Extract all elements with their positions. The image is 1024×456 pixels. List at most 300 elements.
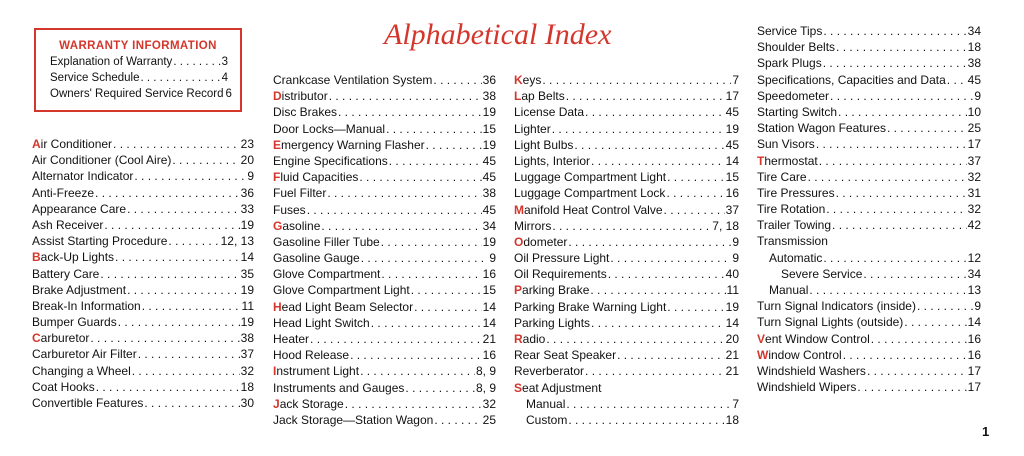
leader-dots xyxy=(386,121,482,137)
index-entry xyxy=(32,346,254,362)
index-entry xyxy=(514,347,739,363)
entry-name: Lights, Interior xyxy=(514,153,591,168)
entry-name: Windshield Wipers xyxy=(757,380,857,395)
entry-page: 6 xyxy=(225,88,232,101)
leader-dots xyxy=(361,250,489,266)
leader-dots xyxy=(96,379,240,395)
index-column-2 xyxy=(273,72,496,428)
index-entry xyxy=(273,88,496,104)
page-title: Alphabetical Index xyxy=(384,18,612,51)
index-entry xyxy=(32,136,254,152)
leader-dots xyxy=(838,104,967,120)
leader-dots xyxy=(411,282,482,298)
entry-name: Reverberator xyxy=(514,364,585,379)
leader-dots xyxy=(666,185,724,201)
entry-page: 16 xyxy=(482,267,496,282)
index-entry xyxy=(32,298,254,314)
entry-page: 17 xyxy=(967,137,981,152)
entry-name: Back-Up Lights xyxy=(32,250,115,265)
leader-dots xyxy=(585,104,725,120)
index-entry xyxy=(514,234,739,250)
leader-dots xyxy=(568,412,724,428)
entry-page: 12, 13 xyxy=(220,234,254,249)
leader-dots xyxy=(590,282,725,298)
index-entry xyxy=(50,86,232,102)
leader-dots xyxy=(871,331,967,347)
index-entry xyxy=(32,201,254,217)
leader-dots xyxy=(173,54,220,70)
entry-page: 9 xyxy=(247,169,254,184)
leader-dots xyxy=(574,137,724,153)
entry-name: Gasoline Gauge xyxy=(273,251,360,266)
entry-page: 3 xyxy=(221,56,228,68)
entry-page: 45 xyxy=(482,153,496,168)
leader-dots xyxy=(113,136,240,152)
leader-dots xyxy=(371,315,482,331)
leader-dots xyxy=(610,250,731,266)
leader-dots xyxy=(667,299,724,315)
leader-dots xyxy=(617,347,725,363)
entry-page: 16 xyxy=(967,347,981,362)
index-entry xyxy=(273,331,496,347)
index-entry xyxy=(273,282,496,298)
index-entry xyxy=(514,315,739,331)
entry-name: Owners' Required Service Record xyxy=(50,88,224,101)
index-entry xyxy=(514,121,739,137)
entry-name: Jack Storage—Station Wagon xyxy=(273,412,434,427)
index-entry xyxy=(757,55,981,71)
entry-page: 14 xyxy=(482,315,496,330)
entry-name: Window Control xyxy=(757,347,842,362)
index-entry xyxy=(32,330,254,346)
index-entry xyxy=(757,104,981,120)
leader-dots xyxy=(338,104,482,120)
entry-page: 37 xyxy=(967,153,981,168)
leader-dots xyxy=(552,218,711,234)
leader-dots xyxy=(608,266,725,282)
entry-page: 32 xyxy=(482,396,496,411)
entry-name: Keys xyxy=(514,73,542,87)
entry-page: 11 xyxy=(241,298,254,313)
leader-dots xyxy=(904,314,966,330)
index-entry xyxy=(757,266,981,282)
entry-name: Custom xyxy=(526,412,568,427)
index-entry xyxy=(757,120,981,136)
entry-page: 14 xyxy=(967,315,981,330)
entry-name: Air Conditioner xyxy=(32,137,113,151)
entry-page: 34 xyxy=(482,218,496,233)
index-entry xyxy=(273,380,496,396)
entry-page: 9 xyxy=(974,88,981,103)
leader-dots xyxy=(359,169,481,185)
entry-name: Manual xyxy=(526,396,566,411)
entry-page: 45 xyxy=(725,105,739,120)
leader-dots xyxy=(863,266,966,282)
entry-page: 19 xyxy=(240,217,254,232)
entry-name: Carburetor Air Filter xyxy=(32,347,137,362)
leader-dots xyxy=(826,201,966,217)
leader-dots xyxy=(823,250,966,266)
entry-page: 7 xyxy=(732,396,739,411)
leader-dots xyxy=(568,234,731,250)
entry-name: Starting Switch xyxy=(757,104,838,119)
leader-dots xyxy=(134,168,246,184)
leader-dots xyxy=(100,266,239,282)
leader-dots xyxy=(823,55,967,71)
entry-page: 20 xyxy=(725,332,739,346)
entry-name: Jack Storage xyxy=(273,396,344,411)
entry-name: Gasoline xyxy=(273,218,321,233)
leader-dots xyxy=(138,346,240,362)
warranty-list xyxy=(50,54,240,103)
entry-name: Radio xyxy=(514,332,546,346)
index-entry xyxy=(32,395,254,411)
entry-name: Tire Care xyxy=(757,169,807,184)
entry-page: 16 xyxy=(482,348,496,363)
index-entry xyxy=(514,266,739,282)
entry-page: 34 xyxy=(967,24,981,38)
leader-dots xyxy=(405,380,475,396)
leader-dots xyxy=(310,331,482,347)
entry-page: 14 xyxy=(725,315,739,330)
entry-name: Manifold Heat Control Valve xyxy=(514,202,663,217)
entry-name: Head Light Switch xyxy=(273,315,370,330)
entry-page: 31 xyxy=(967,185,981,200)
entry-name: Bumper Guards xyxy=(32,315,117,330)
leader-dots xyxy=(132,363,240,379)
entry-name: Door Locks—Manual xyxy=(273,121,386,136)
warranty-info-box xyxy=(34,28,242,112)
index-entry xyxy=(757,314,981,330)
leader-dots xyxy=(947,72,967,88)
entry-name: Fuel Filter xyxy=(273,186,327,201)
leader-dots xyxy=(591,315,725,331)
entry-name: Tire Rotation xyxy=(757,202,826,217)
entry-name: Gasoline Filler Tube xyxy=(273,234,380,249)
entry-page: 19 xyxy=(725,121,739,136)
index-entry xyxy=(273,72,496,88)
entry-name: Light Bulbs xyxy=(514,137,574,152)
index-entry xyxy=(273,266,496,282)
entry-page: 17 xyxy=(725,89,739,104)
entry-page: 33 xyxy=(240,201,254,216)
entry-name: Disc Brakes xyxy=(273,105,338,120)
index-entry xyxy=(273,153,496,169)
index-entry xyxy=(514,331,739,347)
entry-page: 19 xyxy=(482,137,496,152)
entry-name: Luggage Compartment Light xyxy=(514,170,667,185)
leader-dots xyxy=(141,70,221,86)
leader-dots xyxy=(142,298,241,314)
page-number: 1 xyxy=(982,424,990,439)
index-entry xyxy=(757,217,981,233)
leader-dots xyxy=(836,185,967,201)
leader-dots xyxy=(552,121,725,137)
index-entry xyxy=(757,379,981,395)
leader-dots xyxy=(808,169,967,185)
index-entry xyxy=(273,121,496,137)
entry-page: 8, 9 xyxy=(475,364,496,379)
index-entry xyxy=(514,299,739,315)
leader-dots xyxy=(823,23,966,39)
entry-name: Windshield Washers xyxy=(757,363,866,378)
entry-page: 21 xyxy=(725,364,739,379)
leader-dots xyxy=(664,202,725,218)
leader-dots xyxy=(819,153,967,169)
leader-dots xyxy=(127,201,240,217)
index-entry xyxy=(32,233,254,249)
entry-name: Mirrors xyxy=(514,218,552,233)
entry-page: 17 xyxy=(967,363,981,378)
index-entry xyxy=(514,88,739,104)
index-entry xyxy=(32,379,254,395)
entry-page: 32 xyxy=(240,363,254,378)
leader-dots xyxy=(414,299,482,315)
index-entry xyxy=(514,137,739,153)
index-entry xyxy=(273,234,496,250)
index-entry xyxy=(32,152,254,168)
entry-name: License Data xyxy=(514,105,585,120)
index-entry xyxy=(757,39,981,55)
leader-dots xyxy=(843,347,967,363)
entry-name: Severe Service xyxy=(781,266,863,281)
entry-name: Carburetor xyxy=(32,331,90,346)
entry-page: 30 xyxy=(240,396,254,410)
leader-dots xyxy=(144,395,239,411)
leader-dots xyxy=(887,120,967,136)
entry-page: 20 xyxy=(240,153,254,168)
leader-dots xyxy=(95,185,240,201)
entry-name: Crankcase Ventilation System xyxy=(273,73,433,87)
entry-name: Distributor xyxy=(273,89,328,104)
entry-page: 25 xyxy=(967,121,981,136)
entry-page: 15 xyxy=(725,170,739,185)
entry-name: Convertible Features xyxy=(32,396,144,410)
entry-page: 18 xyxy=(725,412,739,427)
entry-page: 16 xyxy=(967,331,981,346)
leader-dots xyxy=(381,234,482,250)
index-entry xyxy=(514,185,739,201)
index-entry xyxy=(273,218,496,234)
entry-page: 12 xyxy=(967,250,981,265)
index-entry xyxy=(273,104,496,120)
entry-name: Oil Requirements xyxy=(514,267,607,282)
index-entry xyxy=(757,185,981,201)
entry-name: Speedometer xyxy=(757,88,830,103)
entry-name: Changing a Wheel xyxy=(32,363,131,378)
entry-name: Glove Compartment xyxy=(273,267,381,282)
leader-dots xyxy=(327,185,481,201)
entry-name: Parking Lights xyxy=(514,315,591,330)
entry-name: Fluid Capacities xyxy=(273,170,359,185)
index-entry xyxy=(757,72,981,88)
index-entry xyxy=(514,104,739,120)
leader-dots xyxy=(546,331,724,347)
index-entry xyxy=(273,347,496,363)
entry-page: 37 xyxy=(725,202,739,217)
index-entry xyxy=(50,70,228,86)
entry-name: Instrument Light xyxy=(273,364,360,379)
leader-dots xyxy=(832,217,967,233)
entry-page: 15 xyxy=(482,121,496,136)
index-entry xyxy=(32,168,254,184)
entry-page: 9 xyxy=(732,251,739,266)
entry-page: 38 xyxy=(967,56,981,71)
entry-page: 32 xyxy=(967,202,981,217)
entry-name: Spark Plugs xyxy=(757,56,822,71)
entry-name: Sun Visors xyxy=(757,137,815,152)
index-entry xyxy=(757,88,981,104)
entry-page: 21 xyxy=(725,348,739,363)
leader-dots xyxy=(381,266,481,282)
leader-dots xyxy=(591,153,725,169)
entry-page: 7 xyxy=(732,73,739,87)
entry-page: 35 xyxy=(240,266,254,281)
entry-page: 14 xyxy=(240,250,254,265)
index-entry xyxy=(273,250,496,266)
index-column-4 xyxy=(757,23,981,395)
index-entry xyxy=(273,412,496,428)
entry-page: 40 xyxy=(725,267,739,282)
entry-name: Break-In Information xyxy=(32,298,141,313)
entry-name: Brake Adjustment xyxy=(32,282,127,297)
entry-name: Explanation of Warranty xyxy=(50,56,173,68)
index-entry xyxy=(273,169,496,185)
entry-page: 45 xyxy=(967,72,981,87)
index-entry xyxy=(514,380,739,396)
entry-page: 13 xyxy=(967,283,981,297)
index-entry xyxy=(514,250,739,266)
leader-dots xyxy=(172,152,239,168)
index-entry xyxy=(514,282,739,298)
entry-name: Service Schedule xyxy=(50,72,140,85)
index-entry xyxy=(32,314,254,330)
leader-dots xyxy=(321,218,481,234)
index-entry xyxy=(50,54,228,70)
index-column-3 xyxy=(514,72,739,428)
index-entry xyxy=(273,315,496,331)
leader-dots xyxy=(168,233,219,249)
entry-page: 45 xyxy=(482,202,496,217)
leader-dots xyxy=(867,363,967,379)
entry-name: Heater xyxy=(273,332,310,346)
entry-name: Lap Belts xyxy=(514,89,565,104)
leader-dots xyxy=(307,202,482,218)
entry-name: Battery Care xyxy=(32,266,100,281)
entry-page: 11 xyxy=(726,283,739,298)
entry-page: 9 xyxy=(974,299,981,314)
index-entry xyxy=(757,363,981,379)
entry-name: Odometer xyxy=(514,234,568,249)
entry-page: 18 xyxy=(967,40,981,55)
index-entry xyxy=(757,169,981,185)
entry-page: 19 xyxy=(240,282,254,297)
index-entry xyxy=(273,299,496,315)
entry-name: Ash Receiver xyxy=(32,217,104,232)
entry-page: 45 xyxy=(482,170,496,185)
index-entry xyxy=(757,201,981,217)
entry-page: 7, 18 xyxy=(712,218,739,233)
leader-dots xyxy=(542,72,731,88)
entry-page: 21 xyxy=(482,332,496,346)
leader-dots xyxy=(433,72,481,88)
entry-page: 8, 9 xyxy=(475,380,496,395)
index-entry xyxy=(514,153,739,169)
entry-name: Tire Pressures xyxy=(757,185,835,200)
leader-dots xyxy=(830,88,973,104)
entry-page: 16 xyxy=(725,186,739,201)
entry-name: Vent Window Control xyxy=(757,331,870,346)
entry-page: 38 xyxy=(482,89,496,104)
entry-name: Shoulder Belts xyxy=(757,40,836,55)
entry-page: 18 xyxy=(240,379,254,394)
entry-name: Specifications, Capacities and Data xyxy=(757,72,946,87)
index-entry xyxy=(514,72,739,88)
entry-page: 36 xyxy=(482,73,496,87)
index-entry xyxy=(32,363,254,379)
entry-page: 19 xyxy=(482,234,496,249)
entry-name: Station Wagon Features xyxy=(757,121,886,136)
index-entry xyxy=(273,396,496,412)
leader-dots xyxy=(434,412,481,428)
entry-name: Lighter xyxy=(514,121,551,136)
leader-dots xyxy=(917,298,973,314)
index-entry xyxy=(757,298,981,314)
entry-name: Emergency Warning Flasher xyxy=(273,137,425,152)
entry-page: 38 xyxy=(482,186,496,201)
entry-name: Head Light Beam Selector xyxy=(273,299,414,314)
leader-dots xyxy=(816,136,967,152)
leader-dots xyxy=(350,347,482,363)
leader-dots xyxy=(104,217,239,233)
entry-page: 14 xyxy=(725,153,739,168)
leader-dots xyxy=(836,39,967,55)
index-entry xyxy=(32,282,254,298)
leader-dots xyxy=(389,153,482,169)
entry-page: 37 xyxy=(240,347,254,362)
leader-dots xyxy=(667,169,725,185)
index-entry xyxy=(514,396,739,412)
leader-dots xyxy=(426,137,482,153)
index-entry xyxy=(32,249,254,265)
index-entry xyxy=(757,250,981,266)
index-column-1 xyxy=(32,136,254,411)
entry-page: 32 xyxy=(967,169,981,184)
warranty-heading: WARRANTY INFORMATION xyxy=(59,40,217,52)
index-entry xyxy=(32,266,254,282)
entry-name: Air Conditioner (Cool Aire) xyxy=(32,153,172,168)
entry-name: Turn Signal Indicators (inside) xyxy=(757,299,916,314)
index-entry xyxy=(757,347,981,363)
leader-dots xyxy=(360,363,475,379)
entry-page: 45 xyxy=(725,137,739,152)
index-entry xyxy=(757,23,981,39)
entry-page: 9 xyxy=(489,251,496,266)
entry-name: Coat Hooks xyxy=(32,379,95,394)
leader-dots xyxy=(566,396,731,412)
leader-dots xyxy=(90,330,239,346)
entry-page: 15 xyxy=(482,283,496,298)
index-entry xyxy=(757,233,981,249)
entry-name: Engine Specifications xyxy=(273,153,388,168)
index-entry xyxy=(757,331,981,347)
leader-dots xyxy=(566,88,725,104)
index-entry xyxy=(273,137,496,153)
entry-name: Appearance Care xyxy=(32,201,127,216)
entry-page: 36 xyxy=(240,185,254,200)
entry-name: Hood Release xyxy=(273,348,350,363)
leader-dots xyxy=(345,396,482,412)
